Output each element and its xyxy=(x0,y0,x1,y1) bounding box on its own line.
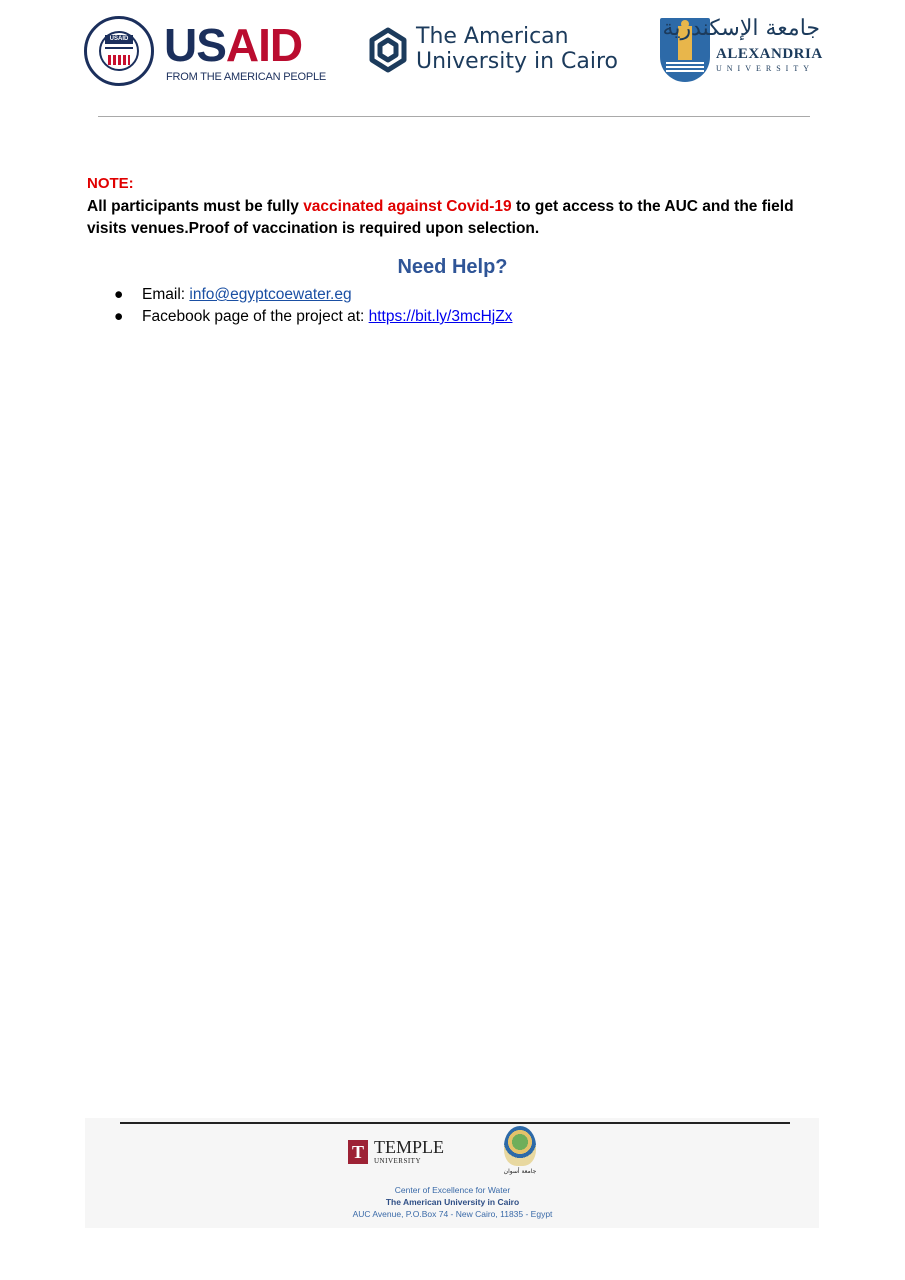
alexandria-subtitle: UNIVERSITY xyxy=(716,64,814,73)
note-text: All participants must be fully vaccinated against Covid-19 to get access to the AUC and the field visits venues.Proof of vaccination is required upon selection. xyxy=(87,198,794,237)
auc-star-icon xyxy=(364,26,412,74)
footer-address-line: AUC Avenue, P.O.Box 74 - New Cairo, 11835 - Egypt xyxy=(352,1209,553,1219)
header-logos xyxy=(80,12,825,92)
usaid-logo xyxy=(84,14,334,90)
list-item: ● Email: info@egyptcoewater.eg xyxy=(112,284,512,306)
aswan-emblem-icon xyxy=(504,1126,536,1166)
auc-logo xyxy=(364,24,634,84)
note-label: NOTE: xyxy=(87,175,134,192)
footer-divider xyxy=(120,1122,790,1124)
facebook-link[interactable]: https://bit.ly/3mcHjZx xyxy=(368,308,513,325)
list-item: ● Facebook page of the project at: https://bit.ly/3mcHjZx xyxy=(112,306,512,328)
need-help-heading: Need Help? xyxy=(397,256,508,278)
header-divider xyxy=(98,116,810,117)
footer-university: The American University in Cairo xyxy=(385,1197,520,1207)
footer-center-name: Center of Excellence for Water xyxy=(394,1185,511,1195)
footer-address xyxy=(0,1184,905,1220)
alexandria-arabic-name: جامعة الإسكندرية xyxy=(662,16,820,41)
bullet-icon: ● xyxy=(114,308,124,325)
temple-t-icon: T xyxy=(348,1140,368,1164)
vaccination-highlight: vaccinated against Covid-19 xyxy=(303,198,512,215)
alexandria-name: ALEXANDRIA xyxy=(716,46,823,62)
usaid-seal-icon: USAID xyxy=(84,16,154,86)
aswan-logo: جامعة أسوان xyxy=(500,1126,540,1180)
help-list xyxy=(112,284,512,328)
auc-name: The American University in Cairo xyxy=(416,24,618,74)
email-link[interactable]: info@egyptcoewater.eg xyxy=(189,286,352,303)
alexandria-logo xyxy=(660,16,825,88)
bullet-icon: ● xyxy=(114,286,124,303)
usaid-tagline: FROM THE AMERICAN PEOPLE xyxy=(166,71,327,83)
usaid-wordmark: USAID xyxy=(164,19,303,71)
